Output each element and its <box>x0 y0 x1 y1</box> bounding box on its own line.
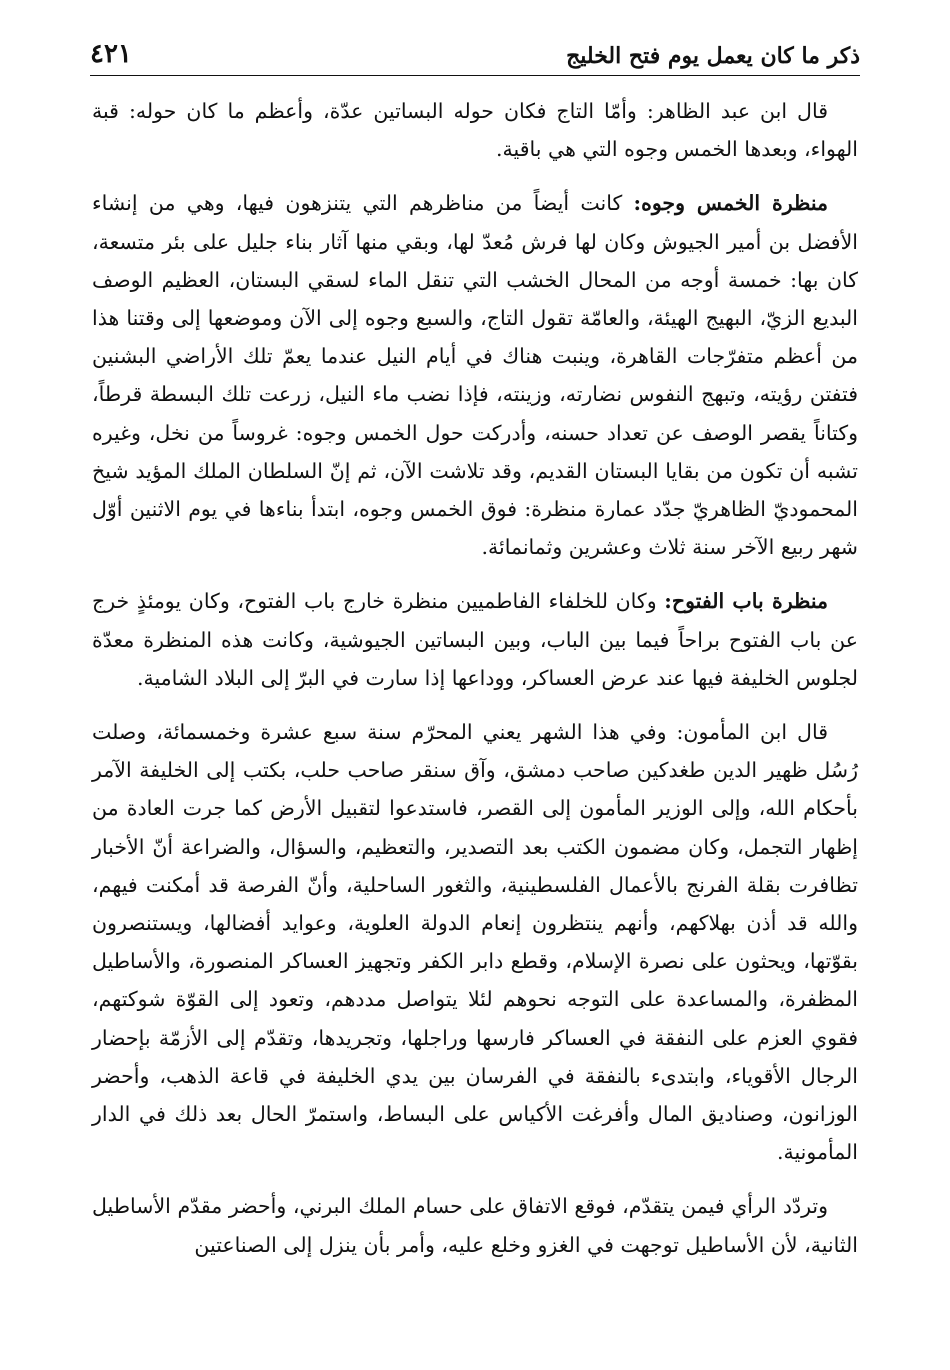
paragraph-text: وتردّد الرأي فيمن يتقدّم، فوقع الاتفاق على حسام الملك البرني، وأحضر مقدّم الأساطيل الثانية، لأن الأساطيل توجهت في الغزو وخلع عليه، وأمر بأن ينزل إلى الصناعتين <box>92 1194 858 1257</box>
page-body <box>92 92 858 1280</box>
paragraph-bab-al-futuh-belvedere <box>92 582 858 697</box>
paragraph-text: كانت أيضاً من مناظرهم التي يتنزهون فيها، وهي من إنشاء الأفضل بن أمير الجيوش وكان لها فرش مُعدّ لها، وبقي منها آثار بناء جليل على بئر متسعة، كان بها: خمسة أوجه من المحال الخشب التي تنقل الماء لسقي البستان، العظيم الوصف البديع الزيّ، البهيج الهيئة، والعامّة تقول التاج، والسبع وجوه إلى الآن وموضعها إلى وقتنا هذا من أعظم متفرّجات القاهرة، وينبت هناك في أيام النيل عندما يعمّ تلك الأراضي البشنين فتفتن رؤيته، وتبهج النفوس نضارته، وزينته، فإذا نضب ماء النيل، زرعت تلك البسطة قرطاً، وكتاناً يقصر الوصف عن تعداد حسنه، وأدركت حول الخمس وجوه: غروساً من نخل، وغيره تشبه أن تكون من بقايا البستان القديم، وقد تلاشت الآن، ثم إنّ السلطان الملك المؤيد شيخ المحموديّ الظاهريّ جدّد عمارة منظرة: فوق الخمس وجوه، ابتدأ بناءها في يوم الاثنين أوّل شهر ربيع الآخر سنة ثلاث وعشرين وثمانمائة. <box>92 191 858 560</box>
paragraph-fleet-commander <box>92 1187 858 1263</box>
paragraph-heading: منظرة باب الفتوح: <box>664 589 829 614</box>
running-title: ذكر ما كان يعمل يوم فتح الخليج <box>566 43 860 69</box>
paragraph-text: وكان للخلفاء الفاطميين منظرة خارج باب الفتوح، وكان يومئذٍ خرج عن باب الفتوح براحاً فيما بين الباب، وبين البساتين الجيوشية، وكانت هذه المنظرة معدّة لجلوس الخليفة فيها عند عرض العساكر، ووداعها إذا سارت في البرّ إلى البلاد الشامية. <box>92 589 858 690</box>
paragraph-text: قال ابن المأمون: وفي هذا الشهر يعني المحرّم سنة سبع عشرة وخمسمائة، وصلت رُسُل ظهير الدين طغدكين صاحب دمشق، وآق سنقر صاحب حلب، بكتب إلى الخليفة الآمر بأحكام الله، وإلى الوزير المأمون إلى القصر، فاستدعوا لتقبيل الأرض كما جرت العادة من إظهار التجمل، وكان مضمون الكتب بعد التصدير، والتعظيم، والسؤال، والضراعة أنّ الأخبار تظافرت بقلة الفرنج بالأعمال الفلسطينية، والثغور الساحلية، وأنّ الفرصة قد أمكنت فيهم، والله قد أذن بهلاكهم، وأنهم ينتظرون إنعام الدولة العلوية، وعوايد أفضالها، ويستنصرون بقوّتها، ويحثون على نصرة الإسلام، وقطع دابر الكفر وتجهيز العساكر المنصورة، والأساطيل المظفرة، والمساعدة على التوجه نحوهم لئلا يتواصل مددهم، وتعود إلى القوّة شوكتهم، فقوي العزم على النفقة في العساكر فارسها وراجلها، وتجريدها، وتقدّم إلى الأزمّة بإحضار الرجال الأقوياء، وابتدىء بالنفقة في الفرسان بين يدي الخليفة في قاعة الذهب، وأحضر الوزانون، وصناديق المال وأفرغت الأكياس على البساط، واستمرّ الحال بعد ذلك في الدار المأمونية. <box>92 720 858 1165</box>
page-number: ٤٢١ <box>90 39 132 69</box>
paragraph-heading: منظرة الخمس وجوه: <box>633 191 828 216</box>
paragraph-five-faces-belvedere <box>92 184 858 566</box>
running-header <box>90 28 860 76</box>
paragraph-ibn-abd-al-zahir <box>92 92 858 168</box>
paragraph-text: قال ابن عبد الظاهر: وأمّا التاج فكان حوله البساتين عدّة، وأعظم ما كان حوله: قبة الهواء، وبعدها الخمس وجوه التي هي باقية. <box>92 99 858 162</box>
paragraph-ibn-al-mamun <box>92 713 858 1171</box>
